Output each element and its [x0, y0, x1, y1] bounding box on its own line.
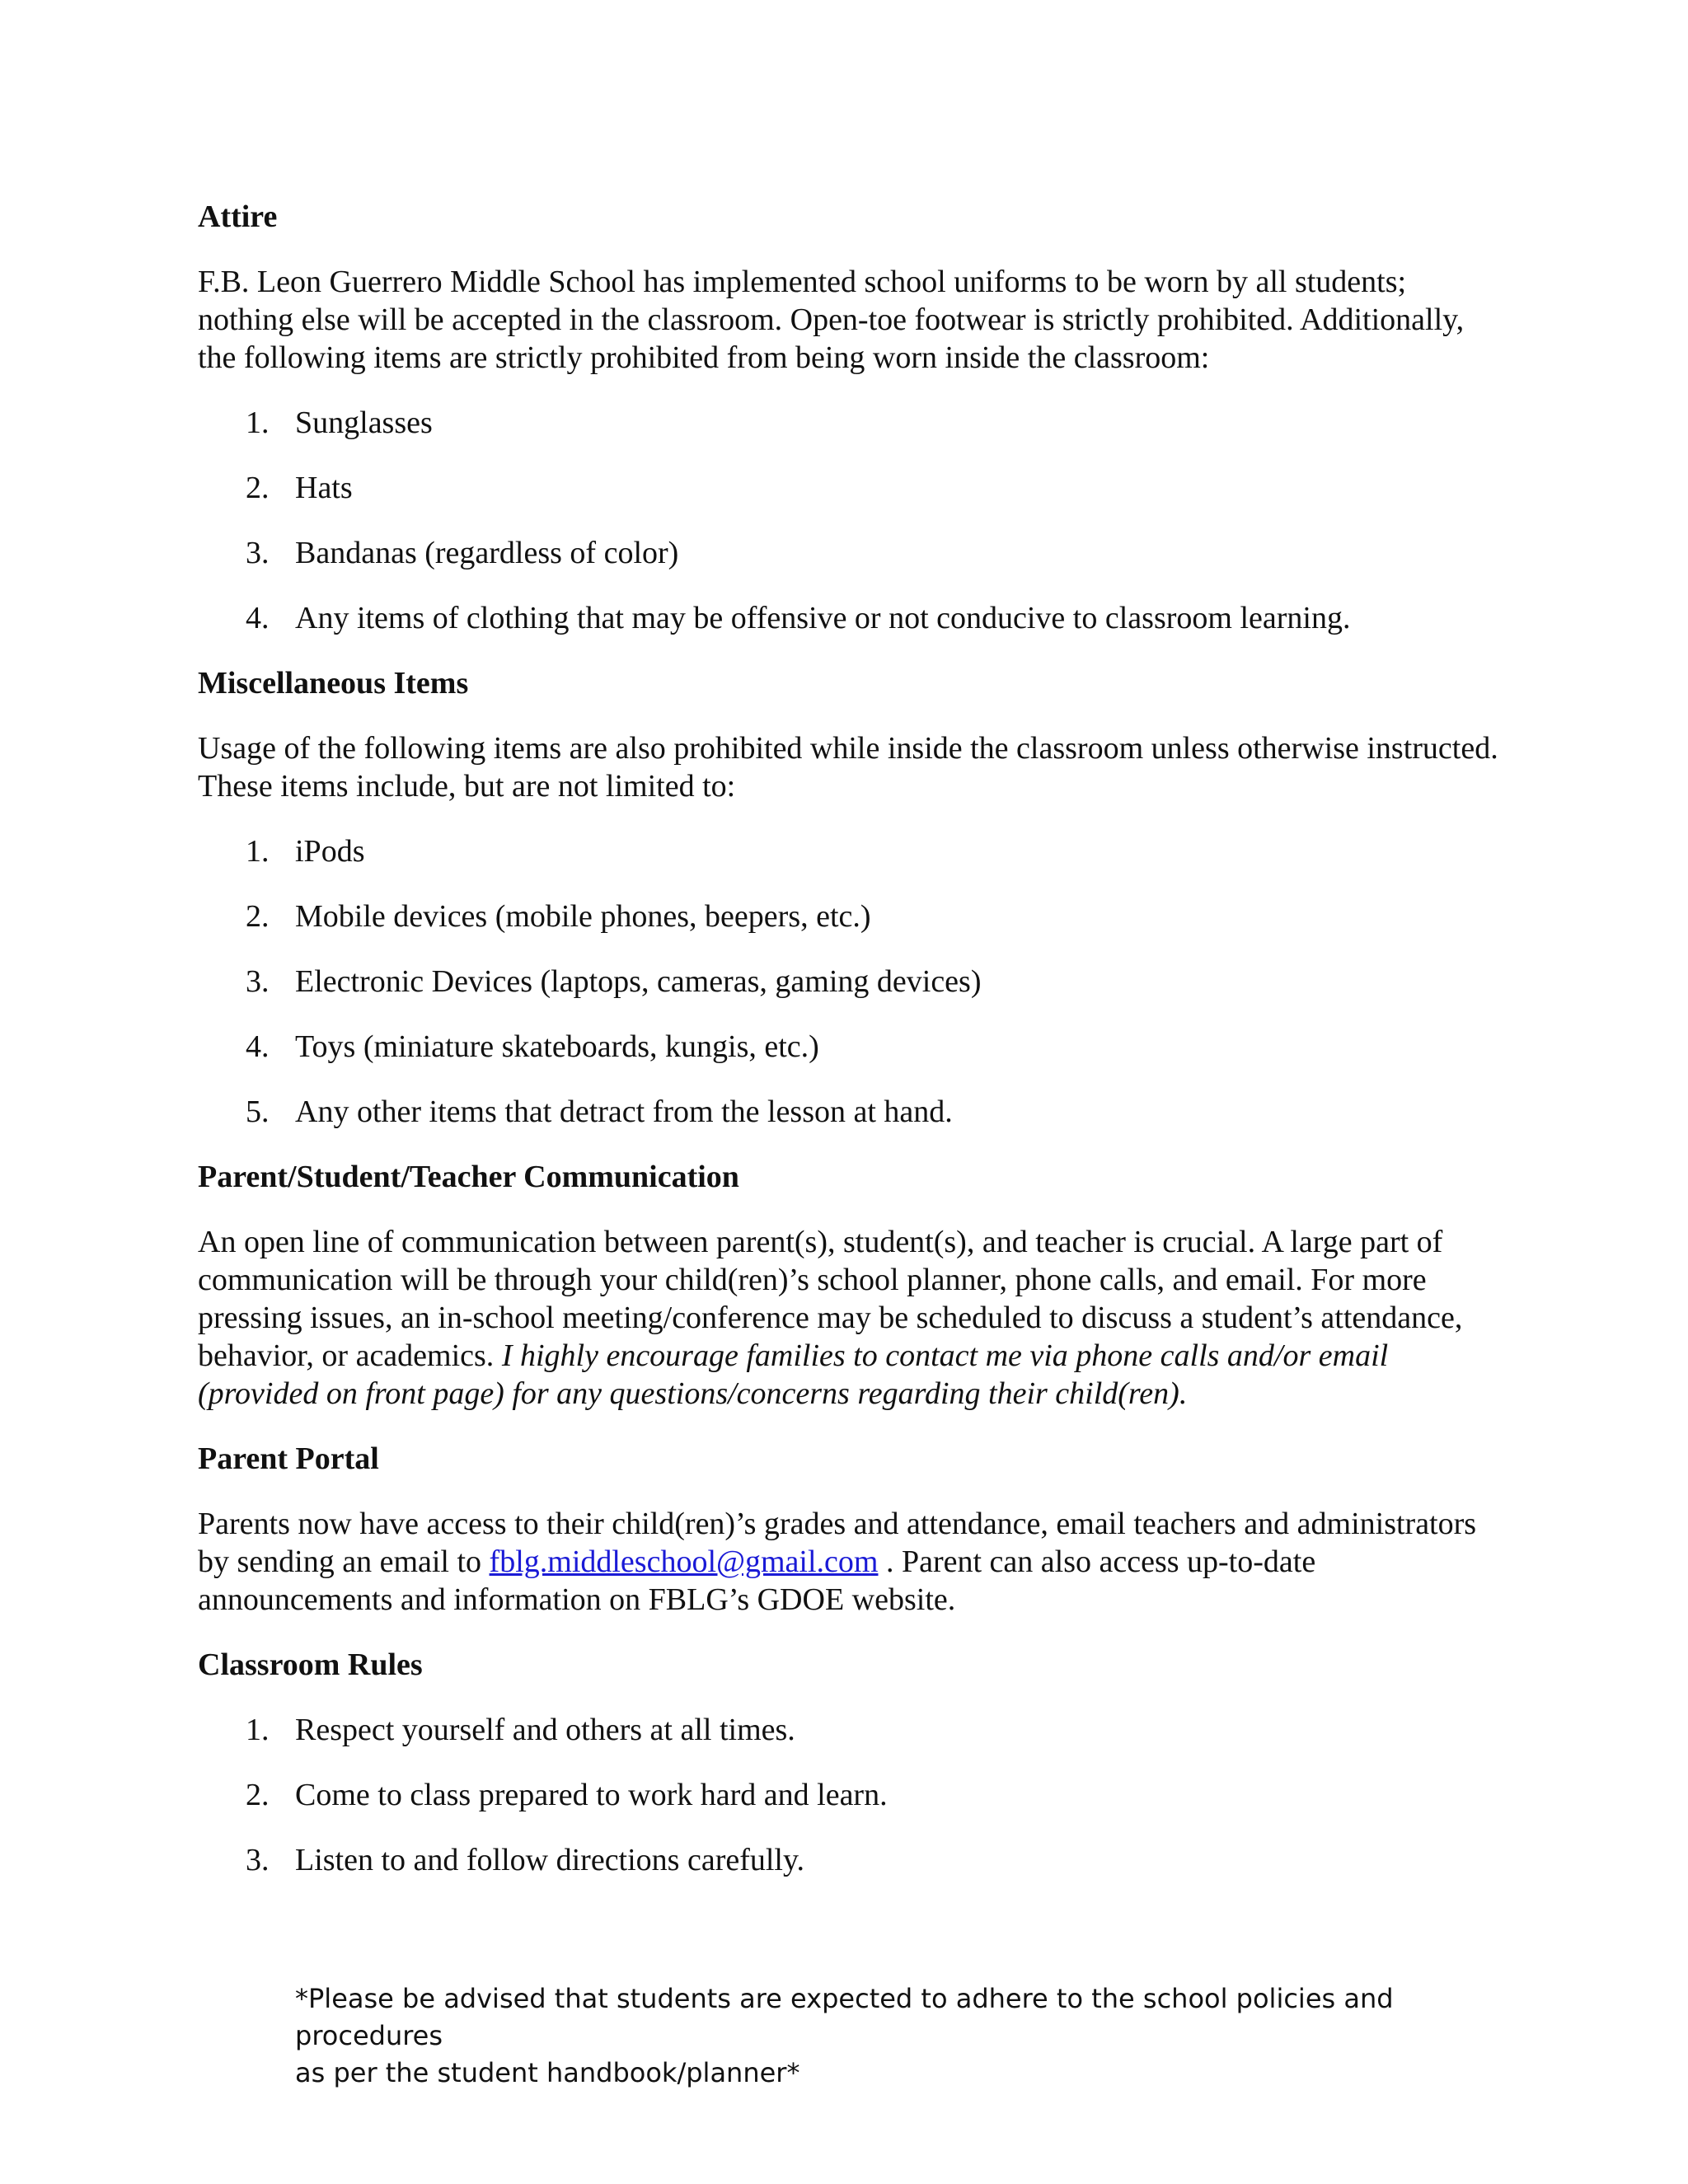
portal-paragraph — [198, 1505, 1500, 1619]
list-number: 1. — [246, 1713, 270, 1747]
list-number: 5. — [246, 1094, 270, 1129]
list-text: iPods — [295, 834, 365, 869]
list-item — [198, 898, 1500, 935]
list-number: 4. — [246, 601, 270, 635]
list-item — [198, 963, 1500, 1001]
rules-heading: Classroom Rules — [198, 1647, 423, 1682]
list-number: 3. — [246, 536, 270, 570]
list-text: Sunglasses — [295, 405, 433, 440]
attire-heading: Attire — [198, 199, 278, 234]
list-item — [198, 1776, 1500, 1814]
list-item — [198, 534, 1500, 572]
list-number: 4. — [246, 1029, 270, 1064]
list-number: 2. — [246, 471, 270, 505]
list-number: 3. — [246, 1843, 270, 1877]
list-text: Listen to and follow directions carefully. — [295, 1843, 805, 1877]
footnote-line-2: as per the student handbook/planner* — [295, 2057, 800, 2088]
list-item — [198, 469, 1500, 507]
rules-list — [198, 1711, 1500, 1879]
list-number: 1. — [246, 834, 270, 869]
list-item — [198, 1841, 1500, 1879]
list-text: Respect yourself and others at all times. — [295, 1713, 795, 1747]
list-text: Come to class prepared to work hard and learn. — [295, 1778, 888, 1812]
communication-italic-text: I highly encourage families to contact me via phone calls and/or email (provided on front page) for any questions/concerns regarding their child(ren). — [198, 1338, 1389, 1411]
misc-paragraph: Usage of the following items are also prohibited while inside the classroom unless otherwise instructed. These items include, but are not limited to: — [198, 731, 1498, 804]
document-page — [198, 198, 1500, 1906]
misc-heading: Miscellaneous Items — [198, 666, 469, 701]
list-item — [198, 1093, 1500, 1131]
list-number: 2. — [246, 899, 270, 934]
list-item — [198, 832, 1500, 870]
portal-text-before: Parents now have access to their child(ren)’s grades and attendance, email teachers and administrators by sending an email to — [198, 1507, 1477, 1579]
footnote-line-1: *Please be advised that students are expected to adhere to the school policies and procedures — [295, 1983, 1394, 2051]
list-text: Any other items that detract from the lesson at hand. — [295, 1094, 953, 1129]
list-number: 1. — [246, 405, 270, 440]
list-item — [198, 1028, 1500, 1066]
portal-text-after: . Parent can also access up-to-date announcements and information on FBLG’s GDOE website. — [198, 1544, 1316, 1617]
list-text: Any items of clothing that may be offensive or not conducive to classroom learning. — [295, 601, 1351, 635]
list-item — [198, 404, 1500, 442]
attire-paragraph: F.B. Leon Guerrero Middle School has implemented school uniforms to be worn by all students; nothing else will be accepted in the classroom. Open-toe footwear is strictly prohibited. Additionally, the following items are strictly prohibited from being worn inside the classroom: — [198, 265, 1465, 375]
communication-heading: Parent/Student/Teacher Communication — [198, 1160, 739, 1194]
list-text: Bandanas (regardless of color) — [295, 536, 679, 570]
portal-heading: Parent Portal — [198, 1441, 379, 1476]
communication-paragraph — [198, 1223, 1500, 1413]
list-text: Toys (miniature skateboards, kungis, etc.) — [295, 1029, 819, 1064]
attire-list — [198, 404, 1500, 637]
list-number: 3. — [246, 964, 270, 999]
misc-list — [198, 832, 1500, 1131]
communication-text: An open line of communication between parent(s), student(s), and teacher is crucial. A large part of communication will be through your child(ren)’s school planner, phone calls, and email. For more pressing issues, an in-school meeting/conference may be scheduled to discuss a student’s attendance, behavior, or academics. — [198, 1225, 1463, 1373]
list-number: 2. — [246, 1778, 270, 1812]
list-text: Hats — [295, 471, 353, 505]
email-link[interactable]: fblg.middleschool@gmail.com — [489, 1544, 879, 1579]
list-text: Mobile devices (mobile phones, beepers, etc.) — [295, 899, 871, 934]
list-item — [198, 1711, 1500, 1749]
list-item — [198, 599, 1500, 637]
policy-footnote — [295, 1980, 1465, 2092]
list-text: Electronic Devices (laptops, cameras, gaming devices) — [295, 964, 982, 999]
